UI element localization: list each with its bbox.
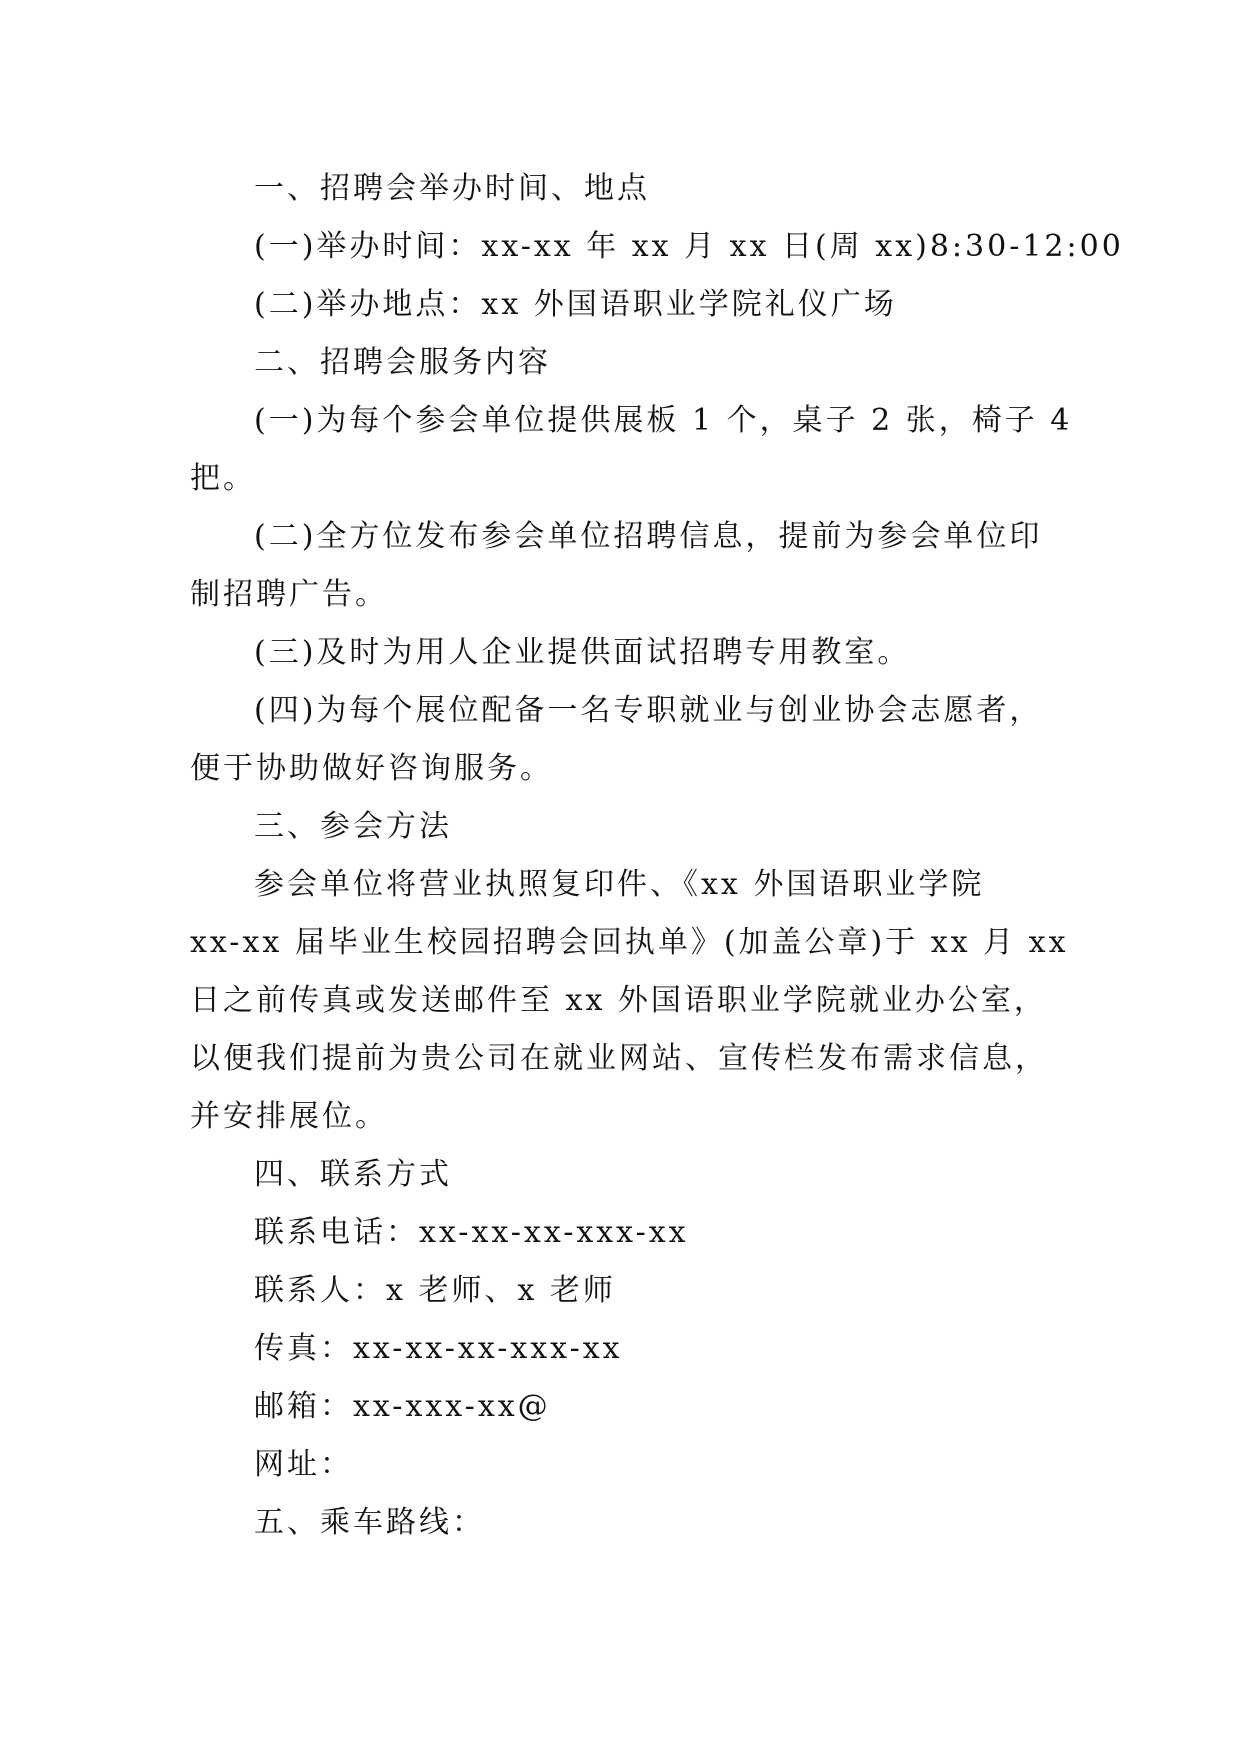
text-line: 邮箱：xx-xxx-xx@ — [254, 1389, 551, 1424]
text-line: 便于协助做好咨询服务。 — [190, 751, 553, 786]
text-line: (二)举办地点：xx 外国语职业学院礼仪广场 — [254, 287, 897, 322]
text-line: 制招聘广告。 — [190, 577, 388, 612]
text-line: (一)举办时间：xx-xx 年 xx 月 xx 日(周 xx)8:30-12:00 — [254, 229, 1124, 264]
text-line: 联系人：x 老师、x 老师 — [254, 1273, 616, 1308]
text-line: 联系电话：xx-xx-xx-xxx-xx — [254, 1215, 689, 1250]
text-line: (二)全方位发布参会单位招聘信息，提前为参会单位印 — [254, 519, 1043, 554]
text-line: 以便我们提前为贵公司在就业网站、宣传栏发布需求信息， — [190, 1041, 1048, 1076]
text-line: (三)及时为用人企业提供面试招聘专用教室。 — [254, 635, 911, 670]
text-line: 四、联系方式 — [254, 1157, 452, 1192]
text-line: xx-xx 届毕业生校园招聘会回执单》(加盖公章)于 xx 月 xx — [190, 925, 1069, 960]
text-line: (四)为每个展位配备一名专职就业与创业协会志愿者， — [254, 693, 1043, 728]
text-line: 一、招聘会举办时间、地点 — [254, 171, 650, 206]
text-line: 把。 — [190, 461, 256, 496]
document-body — [190, 160, 1124, 1552]
text-line: 网址： — [254, 1447, 353, 1482]
text-line: 并安排展位。 — [190, 1099, 388, 1134]
text-line: 五、乘车路线： — [254, 1505, 485, 1540]
text-line: 参会单位将营业执照复印件、《xx 外国语职业学院 — [254, 867, 985, 902]
text-line: 日之前传真或发送邮件至 xx 外国语职业学院就业办公室， — [190, 983, 1047, 1018]
text-line: 二、招聘会服务内容 — [254, 345, 551, 380]
text-line: 三、参会方法 — [254, 809, 452, 844]
text-line: 传真：xx-xx-xx-xxx-xx — [254, 1331, 623, 1366]
text-line: (一)为每个参会单位提供展板 1 个，桌子 2 张，椅子 4 — [254, 403, 1073, 438]
